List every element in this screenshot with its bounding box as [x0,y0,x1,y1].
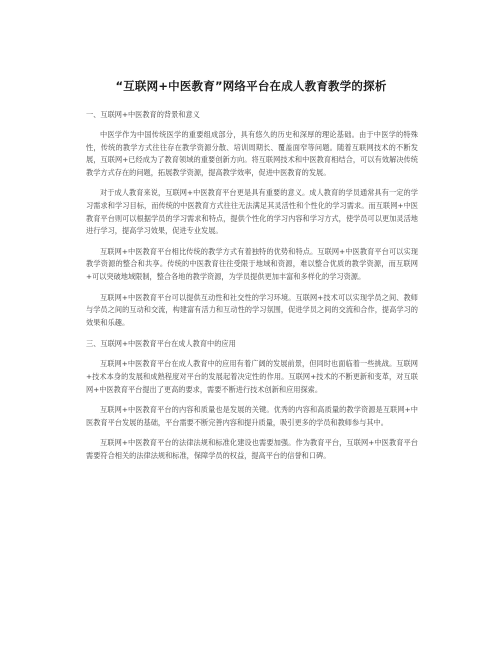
paragraph: 互联网+中医教育平台可以提供互动性和社交性的学习环境。互联网+技术可以实现学员之间、教师与学员之间的互动和交流，构建富有活力和互动性的学习氛围，促进学员之间的交流和合作，提高学习的效果和乐趣。 [86,292,418,327]
paragraph: 互联网+中医教育平台相比传统的教学方式有着独特的优势和特点。互联网+中医教育平台可以实现教学资源的整合和共享。传统的中医教育往往受限于地域和资源，难以整合优质的教学资源，而互联网+可以突破地域限制，整合各地的教学资源，为学员提供更加丰富和多样化的学习资源。 [86,246,418,281]
paragraph: 互联网+中医教育平台在成人教育中的应用有着广阔的发展前景，但同时也面临着一些挑战。互联网+技术本身的发展和成熟程度对平台的发展起着决定性的作用。互联网+技术的不断更新和变革，对互联网+中医教育平台提出了更高的要求，需要不断进行技术创新和应用探索。 [86,359,418,394]
section-heading: 三、互联网+中医教育平台在成人教育中的应用 [86,339,236,349]
paragraph: 互联网+中医教育平台的法律法规和标准化建设也需要加强。作为教育平台，互联网+中医教育平台需要符合相关的法律法规和标准，保障学员的权益，提高平台的信誉和口碑。 [86,438,418,460]
paragraph: 对于成人教育来说，互联网+中医教育平台更是具有重要的意义。成人教育的学员通常具有一定的学习需求和学习目标，而传统的中医教育方式往往无法满足其灵活性和个性化的学习需求。而互联网+中医教育平台则可以根据学员的学习需求和特点，提供个性化的学习内容和学习方式，使学员可以更加灵活地进行学习，提高学习效果，促进专业发展。 [86,188,418,236]
paragraph: 中医学作为中国传统医学的重要组成部分，具有悠久的历史和深厚的理论基础。由于中医学的特殊性，传统的教学方式往往存在教学资源分散、培训周期长、覆盖面窄等问题。随着互联网技术的不断发展，互联网+已经成为了教育领域的重要创新方向。将互联网技术和中医教育相结合，可以有效解决传统教学方式存在的问题，拓展教学资源，提高教学效率，促进中医教育的发展。 [86,130,418,177]
document-title: “互联网+中医教育”网络平台在成人教育教学的探析 [115,79,387,93]
section-application [86,337,418,462]
paragraph: 互联网+中医教育平台的内容和质量也是发展的关键。优秀的内容和高质量的教学资源是互联网+中医教育平台发展的基础，平台需要不断完善内容和提升质量，吸引更多的学员和教师参与其中。 [86,405,418,427]
section-heading: 一、互联网+中医教育的背景和意义 [86,110,200,119]
section-background [86,108,418,329]
document-body [86,108,418,470]
